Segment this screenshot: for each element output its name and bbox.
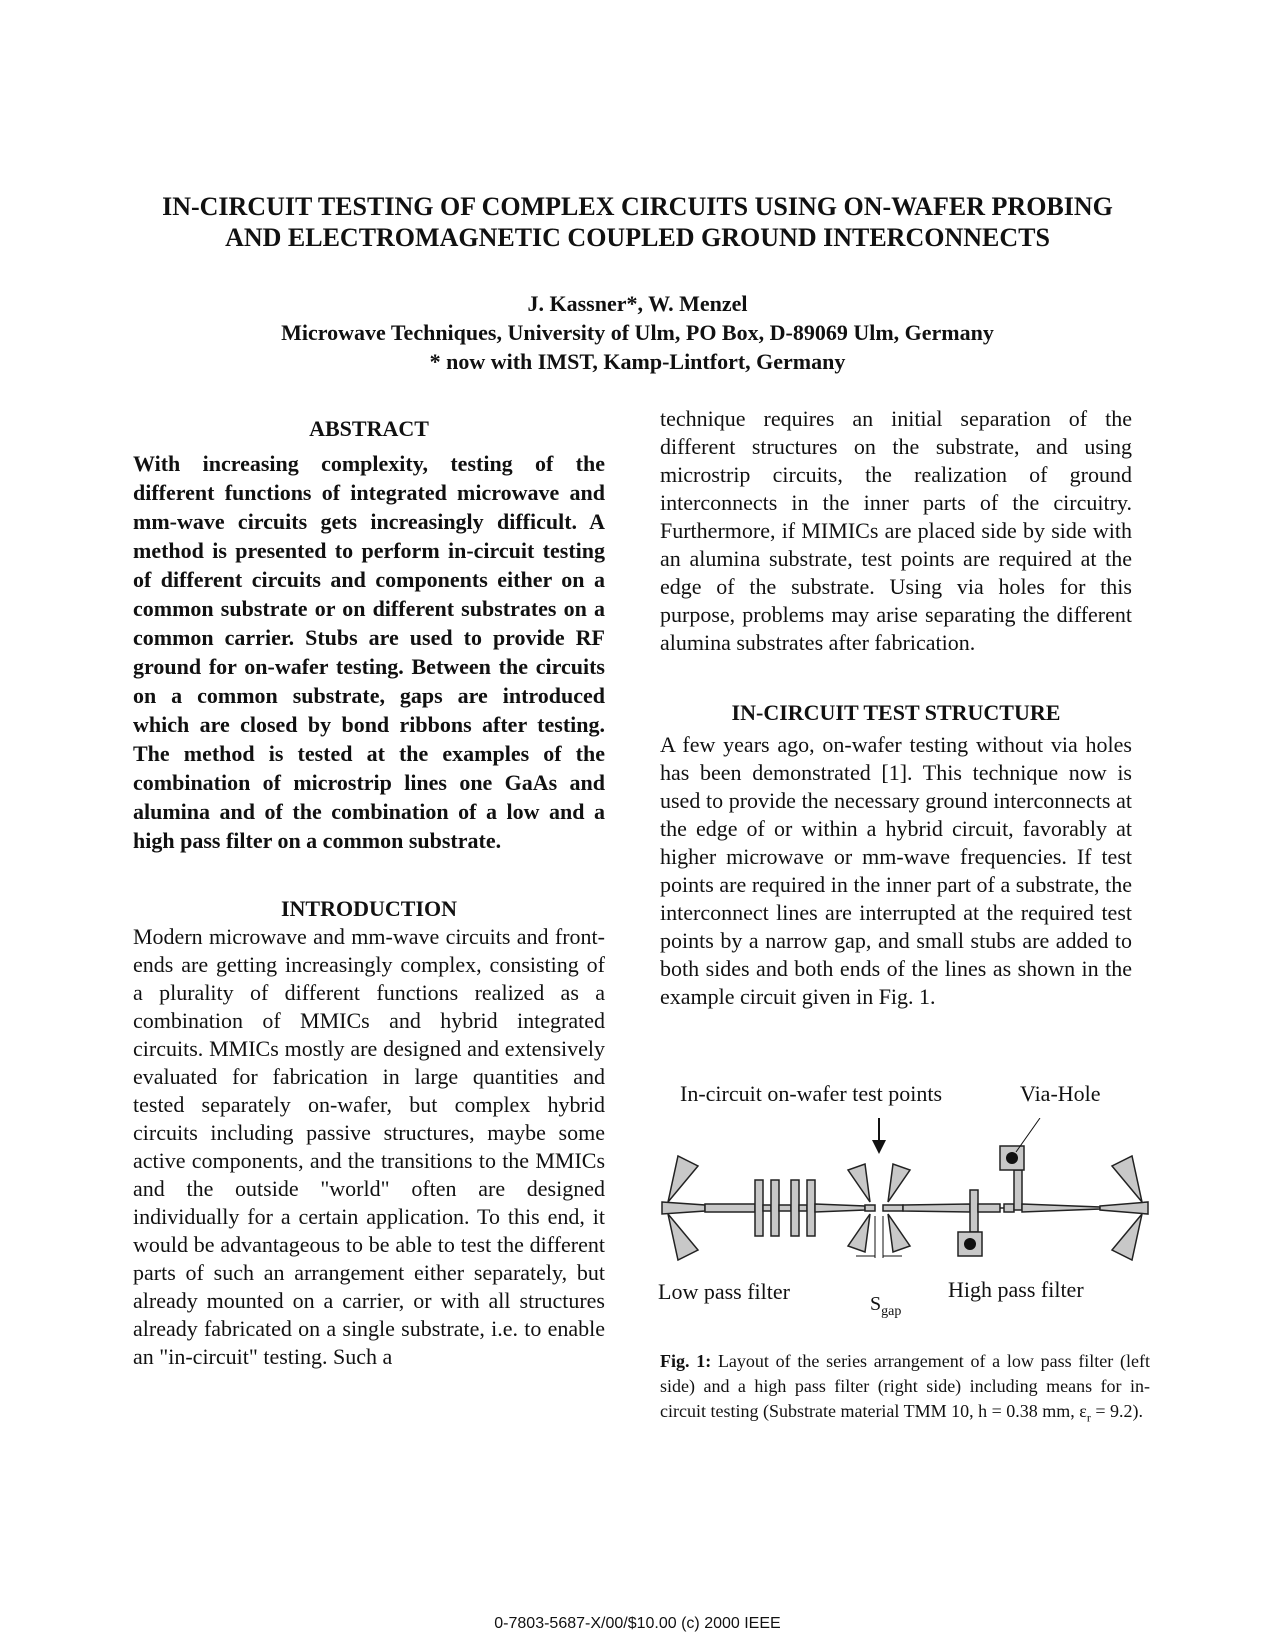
- introduction-text-left: Modern microwave and mm-wave circuits and front-ends are getting increasingly complex, consisting of a plurality of different functions realized as a combination of MMICs and hybrid integrated circuits. MMICs mostly are designed and extensively evaluated for fabrication in large quantities and tested separately on-wafer, but complex hybrid circuits including passive structures, maybe some active components, and the transitions to the MMICs and the outside "world" often are designed individually for a certain application. To this end, it would be advantageous to be able to test the different parts of such an arrangement either separately, but already mounted on a carrier, or with all structures already fabricated on a single substrate, i.e. to enable an "in-circuit" testing. Such a: [133, 924, 605, 1369]
- lowpass-line: [763, 1205, 771, 1211]
- lowpass-stub: [791, 1180, 799, 1236]
- author-note: * now with IMST, Kamp-Lintfort, Germany: [429, 349, 846, 374]
- label-low-pass: Low pass filter: [658, 1279, 790, 1304]
- line-segment: [865, 1205, 875, 1211]
- lowpass-line: [799, 1205, 807, 1211]
- line-segment: [705, 1204, 755, 1212]
- author-block: [0, 289, 1275, 376]
- caption-label: Fig. 1:: [660, 1351, 712, 1371]
- author-names: J. Kassner*, W. Menzel: [527, 291, 748, 316]
- line-segment: [1004, 1204, 1014, 1212]
- label-high-pass: High pass filter: [948, 1277, 1084, 1302]
- caption-epsilon: ε: [1079, 1401, 1087, 1421]
- via-stub-line: [1014, 1170, 1022, 1210]
- line-segment: [1022, 1204, 1100, 1212]
- edge-stub: [1112, 1214, 1142, 1260]
- test-structure-text: A few years ago, on-wafer testing without via holes has been demonstrated [1]. This technique now is used to provide the necessary ground interconnects at the edge of or within a hybrid circuit, favorably at higher microwave or mm-wave frequencies. If test points are required in the inner part of a substrate, the interconnect lines are interrupted at the required test points by a narrow gap, and small stubs are added to both sides and both ends of the lines as shown in the example circuit given in Fig. 1.: [660, 732, 1132, 1009]
- via-hole: [1006, 1152, 1018, 1164]
- via-hole: [964, 1238, 976, 1250]
- line-segment: [883, 1205, 903, 1211]
- test-point-stub: [888, 1214, 910, 1252]
- edge-stub: [668, 1156, 698, 1202]
- lowpass-stub: [771, 1180, 779, 1236]
- abstract-heading: ABSTRACT: [309, 416, 429, 441]
- label-s: S: [870, 1293, 882, 1315]
- line-segment: [978, 1204, 1000, 1212]
- figure-1-caption: [660, 1349, 1150, 1431]
- author-affiliation: Microwave Techniques, University of Ulm, PO Box, D-89069 Ulm, Germany: [281, 320, 994, 345]
- label-gap-subscript: gap: [881, 1304, 902, 1319]
- right-column: [660, 405, 1132, 1011]
- caption-text-b: = 9.2).: [1090, 1401, 1143, 1421]
- lowpass-line: [779, 1205, 791, 1211]
- left-column: [133, 415, 605, 1371]
- label-via-hole: Via-Hole: [1020, 1081, 1101, 1106]
- introduction-heading: INTRODUCTION: [280, 896, 458, 921]
- paper-title: [0, 191, 1275, 253]
- title-line-1: IN-CIRCUIT TESTING OF COMPLEX CIRCUITS USING ON-WAFER PROBING: [162, 192, 1113, 221]
- via-pointer: [1016, 1118, 1040, 1152]
- lowpass-stub: [807, 1180, 815, 1236]
- test-point-stub: [848, 1214, 870, 1252]
- introduction-text-right: technique requires an initial separation of the different structures on the substrate, and using microstrip circuits, the realization of ground interconnects in the inner parts of the circuitry. Furthermore, if MIMICs are placed side by side with an alumina substrate, test points are required at the edge of the substrate. Using via holes for this purpose, problems may arise separating the different alumina substrates after fabrication.: [660, 406, 1132, 655]
- via-stub-line: [970, 1190, 978, 1232]
- caption-text-a: Layout of the series arrangement of a low pass filter (left side) and a high pass filter (right side) including means for in-circuit testing (Substrate material TMM 10, h = 0.38 mm,: [660, 1351, 1150, 1421]
- edge-stub: [668, 1214, 698, 1260]
- figure-1: [658, 1081, 1150, 1328]
- title-line-2: AND ELECTROMAGNETIC COUPLED GROUND INTERCONNECTS: [225, 223, 1050, 252]
- line-segment: [903, 1204, 970, 1212]
- label-s-gap: [870, 1292, 901, 1324]
- test-point-stub: [848, 1164, 870, 1202]
- left-port-taper: [662, 1202, 705, 1214]
- label-test-points: In-circuit on-wafer test points: [680, 1081, 943, 1106]
- caption-epsilon-subscript: r: [1086, 1410, 1091, 1425]
- edge-stub: [1112, 1156, 1142, 1202]
- lowpass-stub: [755, 1180, 763, 1236]
- test-structure-heading: IN-CIRCUIT TEST STRUCTURE: [731, 700, 1061, 725]
- copyright-footer: 0-7803-5687-X/00/$10.00 (c) 2000 IEEE: [494, 1615, 781, 1632]
- right-port-taper: [1100, 1202, 1148, 1214]
- line-segment: [815, 1204, 865, 1212]
- test-point-stub: [888, 1164, 910, 1202]
- arrow-head: [872, 1140, 886, 1154]
- abstract-text: With increasing complexity, testing of the different functions of integrated microwave and mm-wave circuits gets increasingly difficult. A method is presented to perform in-circuit testing of different circuits and components either on a common substrate or on different substrates on a common carrier. Stubs are used to provide RF ground for on-wafer testing. Between the circuits on a common substrate, gaps are introduced which are closed by bond ribbons after testing. The method is tested at the examples of the combination of microstrip lines one GaAs and alumina and of the combination of a low and a high pass filter on a common substrate.: [133, 451, 605, 853]
